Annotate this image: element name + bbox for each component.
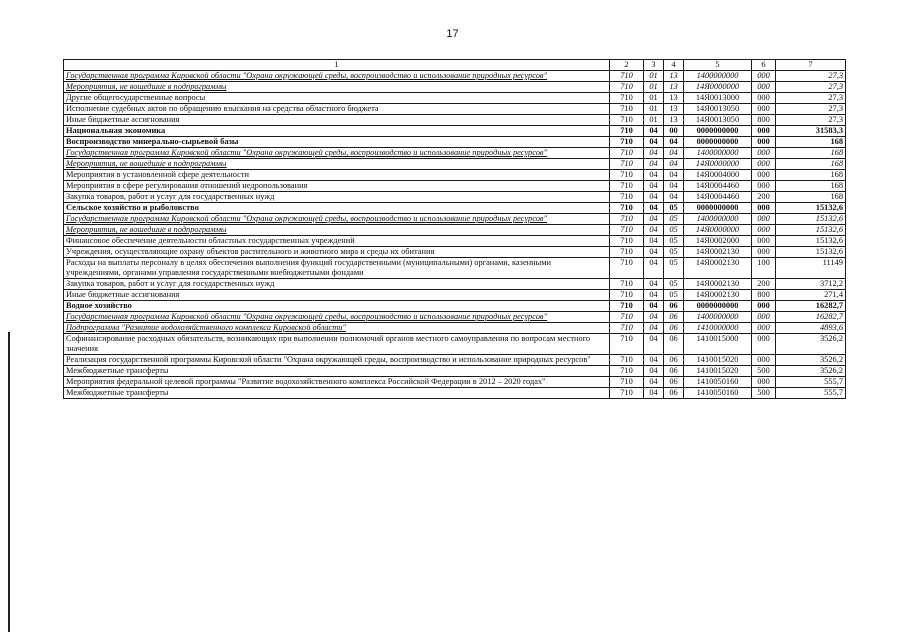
- table-row: [64, 170, 846, 181]
- row-ministry-code: 710: [610, 312, 644, 323]
- row-description: Сельское хозяйство и рыболовство: [64, 203, 610, 214]
- row-section-code: 04: [644, 214, 664, 225]
- row-subsection-code: 04: [664, 137, 684, 148]
- table-row: [64, 258, 846, 279]
- row-section-code: 01: [644, 82, 664, 93]
- table-row: [64, 377, 846, 388]
- left-margin-rule: [8, 332, 10, 632]
- row-expense-type: 500: [752, 366, 776, 377]
- row-expense-type: 000: [752, 312, 776, 323]
- row-subsection-code: 13: [664, 71, 684, 82]
- table-row: [64, 236, 846, 247]
- row-ministry-code: 710: [610, 126, 644, 137]
- row-subsection-code: 06: [664, 323, 684, 334]
- row-target-article: 14Я0002000: [684, 236, 752, 247]
- row-section-code: 04: [644, 181, 664, 192]
- row-section-code: 04: [644, 355, 664, 366]
- row-expense-type: 000: [752, 236, 776, 247]
- row-subsection-code: 05: [664, 225, 684, 236]
- row-section-code: 04: [644, 148, 664, 159]
- row-subsection-code: 06: [664, 388, 684, 399]
- row-expense-type: 000: [752, 334, 776, 355]
- row-target-article: 14Я0004000: [684, 170, 752, 181]
- row-ministry-code: 710: [610, 170, 644, 181]
- row-ministry-code: 710: [610, 203, 644, 214]
- row-ministry-code: 710: [610, 355, 644, 366]
- row-amount: 15132,6: [776, 236, 846, 247]
- row-ministry-code: 710: [610, 279, 644, 290]
- row-subsection-code: 05: [664, 214, 684, 225]
- budget-table: [63, 59, 846, 399]
- row-subsection-code: 13: [664, 104, 684, 115]
- row-expense-type: 000: [752, 181, 776, 192]
- table-row: [64, 126, 846, 137]
- row-section-code: 04: [644, 301, 664, 312]
- table-row: [64, 115, 846, 126]
- row-target-article: 1400000000: [684, 214, 752, 225]
- row-ministry-code: 710: [610, 290, 644, 301]
- row-amount: 11149: [776, 258, 846, 279]
- row-target-article: 14Я0004460: [684, 192, 752, 203]
- row-ministry-code: 710: [610, 323, 644, 334]
- row-target-article: 1400000000: [684, 148, 752, 159]
- row-expense-type: 000: [752, 214, 776, 225]
- row-subsection-code: 05: [664, 279, 684, 290]
- header-cell: 4: [664, 60, 684, 71]
- row-amount: 168: [776, 159, 846, 170]
- row-section-code: 04: [644, 159, 664, 170]
- row-target-article: 1410000000: [684, 323, 752, 334]
- row-ministry-code: 710: [610, 214, 644, 225]
- row-target-article: 0000000000: [684, 126, 752, 137]
- row-amount: 31583,3: [776, 126, 846, 137]
- row-target-article: 14Я0002130: [684, 258, 752, 279]
- header-cell: 7: [776, 60, 846, 71]
- row-amount: 27,3: [776, 115, 846, 126]
- row-amount: 555,7: [776, 377, 846, 388]
- table-row: [64, 366, 846, 377]
- row-subsection-code: 05: [664, 236, 684, 247]
- row-ministry-code: 710: [610, 247, 644, 258]
- row-description: Мероприятия, не вошедшие в подпрограммы: [64, 82, 610, 93]
- row-target-article: 0000000000: [684, 203, 752, 214]
- row-ministry-code: 710: [610, 366, 644, 377]
- row-section-code: 04: [644, 323, 664, 334]
- table-row: [64, 93, 846, 104]
- row-amount: 27,3: [776, 71, 846, 82]
- row-amount: 16282,7: [776, 312, 846, 323]
- row-amount: 168: [776, 148, 846, 159]
- row-section-code: 04: [644, 258, 664, 279]
- row-expense-type: 000: [752, 355, 776, 366]
- row-description: Национальная экономика: [64, 126, 610, 137]
- row-ministry-code: 710: [610, 137, 644, 148]
- row-ministry-code: 710: [610, 258, 644, 279]
- row-target-article: 0000000000: [684, 301, 752, 312]
- row-description: Иные бюджетные ассигнования: [64, 115, 610, 126]
- row-ministry-code: 710: [610, 148, 644, 159]
- row-ministry-code: 710: [610, 301, 644, 312]
- table-row: [64, 388, 846, 399]
- row-description: Учреждения, осуществляющие охрану объектов растительного и животного мира и среды их обитания: [64, 247, 610, 258]
- table-row: [64, 214, 846, 225]
- table-row: [64, 290, 846, 301]
- row-description: Государственная программа Кировской области "Охрана окружающей среды, воспроизводство и использование природных ресурсов": [64, 148, 610, 159]
- row-target-article: 14Я0004460: [684, 181, 752, 192]
- row-section-code: 01: [644, 71, 664, 82]
- row-amount: 168: [776, 181, 846, 192]
- row-description: Исполнение судебных актов по обращению взыскания на средства областного бюджета: [64, 104, 610, 115]
- row-target-article: 0000000000: [684, 137, 752, 148]
- row-subsection-code: 05: [664, 247, 684, 258]
- row-expense-type: 000: [752, 126, 776, 137]
- row-description: Мероприятия федеральной целевой программы "Развитие водохозяйственного комплекса Российской Федерации в 2012 – 2020 годах": [64, 377, 610, 388]
- row-target-article: 14Я0002130: [684, 290, 752, 301]
- row-section-code: 04: [644, 388, 664, 399]
- row-section-code: 01: [644, 104, 664, 115]
- row-description: Государственная программа Кировской области "Охрана окружающей среды, воспроизводство и использование природных ресурсов": [64, 71, 610, 82]
- row-target-article: 14Я0000000: [684, 159, 752, 170]
- table-row: [64, 192, 846, 203]
- row-description: Расходы на выплаты персоналу в целях обеспечения выполнения функций государственными (муниципальными) органами, казенными учреждениями, органами управления государственными внебюджетными фондами: [64, 258, 610, 279]
- row-target-article: 14Я0000000: [684, 225, 752, 236]
- header-cell: 2: [610, 60, 644, 71]
- row-target-article: 1410015020: [684, 366, 752, 377]
- header-cell: 1: [64, 60, 610, 71]
- row-target-article: 14Я0002130: [684, 279, 752, 290]
- table-row: [64, 323, 846, 334]
- row-description: Межбюджетные трансферты: [64, 366, 610, 377]
- row-expense-type: 000: [752, 225, 776, 236]
- row-expense-type: 000: [752, 93, 776, 104]
- row-section-code: 04: [644, 203, 664, 214]
- row-expense-type: 500: [752, 388, 776, 399]
- table-row: [64, 137, 846, 148]
- row-description: Мероприятия в сфере регулирования отношений недропользования: [64, 181, 610, 192]
- row-section-code: 04: [644, 126, 664, 137]
- row-ministry-code: 710: [610, 388, 644, 399]
- row-expense-type: 000: [752, 203, 776, 214]
- row-target-article: 14Я0000000: [684, 82, 752, 93]
- row-expense-type: 000: [752, 323, 776, 334]
- table-row: [64, 279, 846, 290]
- row-amount: 15132,6: [776, 225, 846, 236]
- table-row: [64, 312, 846, 323]
- row-description: Подпрограмма "Развитие водохозяйственного комплекса Кировской области": [64, 323, 610, 334]
- row-ministry-code: 710: [610, 82, 644, 93]
- row-subsection-code: 06: [664, 301, 684, 312]
- table-row: [64, 203, 846, 214]
- row-amount: 168: [776, 137, 846, 148]
- row-target-article: 1410015020: [684, 355, 752, 366]
- row-amount: 27,3: [776, 93, 846, 104]
- row-subsection-code: 04: [664, 170, 684, 181]
- row-subsection-code: 06: [664, 312, 684, 323]
- row-section-code: 04: [644, 312, 664, 323]
- row-section-code: 04: [644, 247, 664, 258]
- row-expense-type: 200: [752, 279, 776, 290]
- row-ministry-code: 710: [610, 192, 644, 203]
- row-section-code: 04: [644, 377, 664, 388]
- row-description: Другие общегосударственные вопросы: [64, 93, 610, 104]
- row-amount: 555,7: [776, 388, 846, 399]
- row-amount: 27,3: [776, 104, 846, 115]
- row-section-code: 04: [644, 225, 664, 236]
- header-cell: 3: [644, 60, 664, 71]
- row-target-article: 1400000000: [684, 312, 752, 323]
- row-subsection-code: 13: [664, 93, 684, 104]
- row-expense-type: 000: [752, 170, 776, 181]
- row-expense-type: 200: [752, 192, 776, 203]
- row-subsection-code: 05: [664, 290, 684, 301]
- row-expense-type: 000: [752, 301, 776, 312]
- row-expense-type: 000: [752, 104, 776, 115]
- row-ministry-code: 710: [610, 377, 644, 388]
- row-expense-type: 000: [752, 71, 776, 82]
- row-target-article: 1410050160: [684, 377, 752, 388]
- row-subsection-code: 05: [664, 203, 684, 214]
- row-ministry-code: 710: [610, 159, 644, 170]
- row-section-code: 04: [644, 192, 664, 203]
- row-subsection-code: 13: [664, 115, 684, 126]
- row-description: Мероприятия, не вошедшие в подпрограммы: [64, 159, 610, 170]
- row-subsection-code: 00: [664, 126, 684, 137]
- row-amount: 15132,6: [776, 203, 846, 214]
- row-expense-type: 000: [752, 137, 776, 148]
- row-section-code: 04: [644, 279, 664, 290]
- row-expense-type: 000: [752, 377, 776, 388]
- row-amount: 16282,7: [776, 301, 846, 312]
- row-description: Закупка товаров, работ и услуг для государственных нужд: [64, 192, 610, 203]
- row-target-article: 14Я0002130: [684, 247, 752, 258]
- row-expense-type: 800: [752, 115, 776, 126]
- table-row: [64, 225, 846, 236]
- row-subsection-code: 04: [664, 181, 684, 192]
- row-description: Финансовое обеспечение деятельности областных государственных учреждений: [64, 236, 610, 247]
- budget-table-body: [64, 60, 846, 399]
- row-description: Мероприятия в установленной сфере деятельности: [64, 170, 610, 181]
- row-section-code: 04: [644, 366, 664, 377]
- row-section-code: 01: [644, 115, 664, 126]
- row-description: Межбюджетные трансферты: [64, 388, 610, 399]
- table-row: [64, 355, 846, 366]
- row-amount: 3526,2: [776, 334, 846, 355]
- row-amount: 3712,2: [776, 279, 846, 290]
- row-section-code: 04: [644, 334, 664, 355]
- row-expense-type: 000: [752, 148, 776, 159]
- row-amount: 271,4: [776, 290, 846, 301]
- table-row: [64, 148, 846, 159]
- row-amount: 4893,6: [776, 323, 846, 334]
- row-subsection-code: 04: [664, 159, 684, 170]
- row-target-article: 1410050160: [684, 388, 752, 399]
- table-row: [64, 159, 846, 170]
- row-description: Воспроизводство минерально-сырьевой базы: [64, 137, 610, 148]
- table-row: [64, 301, 846, 312]
- table-row: [64, 334, 846, 355]
- row-expense-type: 100: [752, 258, 776, 279]
- row-target-article: 14Я0013050: [684, 104, 752, 115]
- row-section-code: 04: [644, 170, 664, 181]
- row-amount: 168: [776, 170, 846, 181]
- row-description: Закупка товаров, работ и услуг для государственных нужд: [64, 279, 610, 290]
- row-subsection-code: 05: [664, 258, 684, 279]
- row-description: Иные бюджетные ассигнования: [64, 290, 610, 301]
- row-description: Государственная программа Кировской области "Охрана окружающей среды, воспроизводство и использование природных ресурсов": [64, 214, 610, 225]
- row-subsection-code: 04: [664, 192, 684, 203]
- row-target-article: 1410015000: [684, 334, 752, 355]
- row-expense-type: 000: [752, 82, 776, 93]
- row-section-code: 04: [644, 137, 664, 148]
- row-description: Водное хозяйство: [64, 301, 610, 312]
- row-subsection-code: 04: [664, 148, 684, 159]
- row-subsection-code: 06: [664, 334, 684, 355]
- row-section-code: 04: [644, 236, 664, 247]
- row-expense-type: 800: [752, 290, 776, 301]
- row-amount: 15132,6: [776, 214, 846, 225]
- table-row: [64, 82, 846, 93]
- row-section-code: 04: [644, 290, 664, 301]
- row-amount: 168: [776, 192, 846, 203]
- row-subsection-code: 06: [664, 366, 684, 377]
- row-ministry-code: 710: [610, 236, 644, 247]
- table-row: [64, 181, 846, 192]
- header-cell: 6: [752, 60, 776, 71]
- row-target-article: 14Я0013050: [684, 115, 752, 126]
- page-number: 17: [446, 28, 459, 40]
- table-row: [64, 71, 846, 82]
- row-subsection-code: 06: [664, 377, 684, 388]
- header-cell: 5: [684, 60, 752, 71]
- row-section-code: 01: [644, 93, 664, 104]
- row-ministry-code: 710: [610, 93, 644, 104]
- table-row: [64, 104, 846, 115]
- row-ministry-code: 710: [610, 181, 644, 192]
- row-target-article: 1400000000: [684, 71, 752, 82]
- row-amount: 27,3: [776, 82, 846, 93]
- row-description: Мероприятия, не вошедшие в подпрограммы: [64, 225, 610, 236]
- row-description: Реализация государственной программы Кировской области "Охрана окружающей среды, воспроизводство и использование природных ресурсов": [64, 355, 610, 366]
- row-description: Государственная программа Кировской области "Охрана окружающей среды, воспроизводство и использование природных ресурсов": [64, 312, 610, 323]
- row-subsection-code: 06: [664, 355, 684, 366]
- row-amount: 3526,2: [776, 366, 846, 377]
- row-ministry-code: 710: [610, 334, 644, 355]
- row-expense-type: 000: [752, 159, 776, 170]
- row-ministry-code: 710: [610, 104, 644, 115]
- row-ministry-code: 710: [610, 71, 644, 82]
- row-description: Софинансирование расходных обязательств, возникающих при выполнении полномочий органов местного самоуправления по вопросам местного значения: [64, 334, 610, 355]
- row-target-article: 14Я0013000: [684, 93, 752, 104]
- table-row: [64, 247, 846, 258]
- row-expense-type: 000: [752, 247, 776, 258]
- row-ministry-code: 710: [610, 225, 644, 236]
- row-amount: 3526,2: [776, 355, 846, 366]
- row-ministry-code: 710: [610, 115, 644, 126]
- table-header-row: [64, 60, 846, 71]
- row-amount: 15132,6: [776, 247, 846, 258]
- row-subsection-code: 13: [664, 82, 684, 93]
